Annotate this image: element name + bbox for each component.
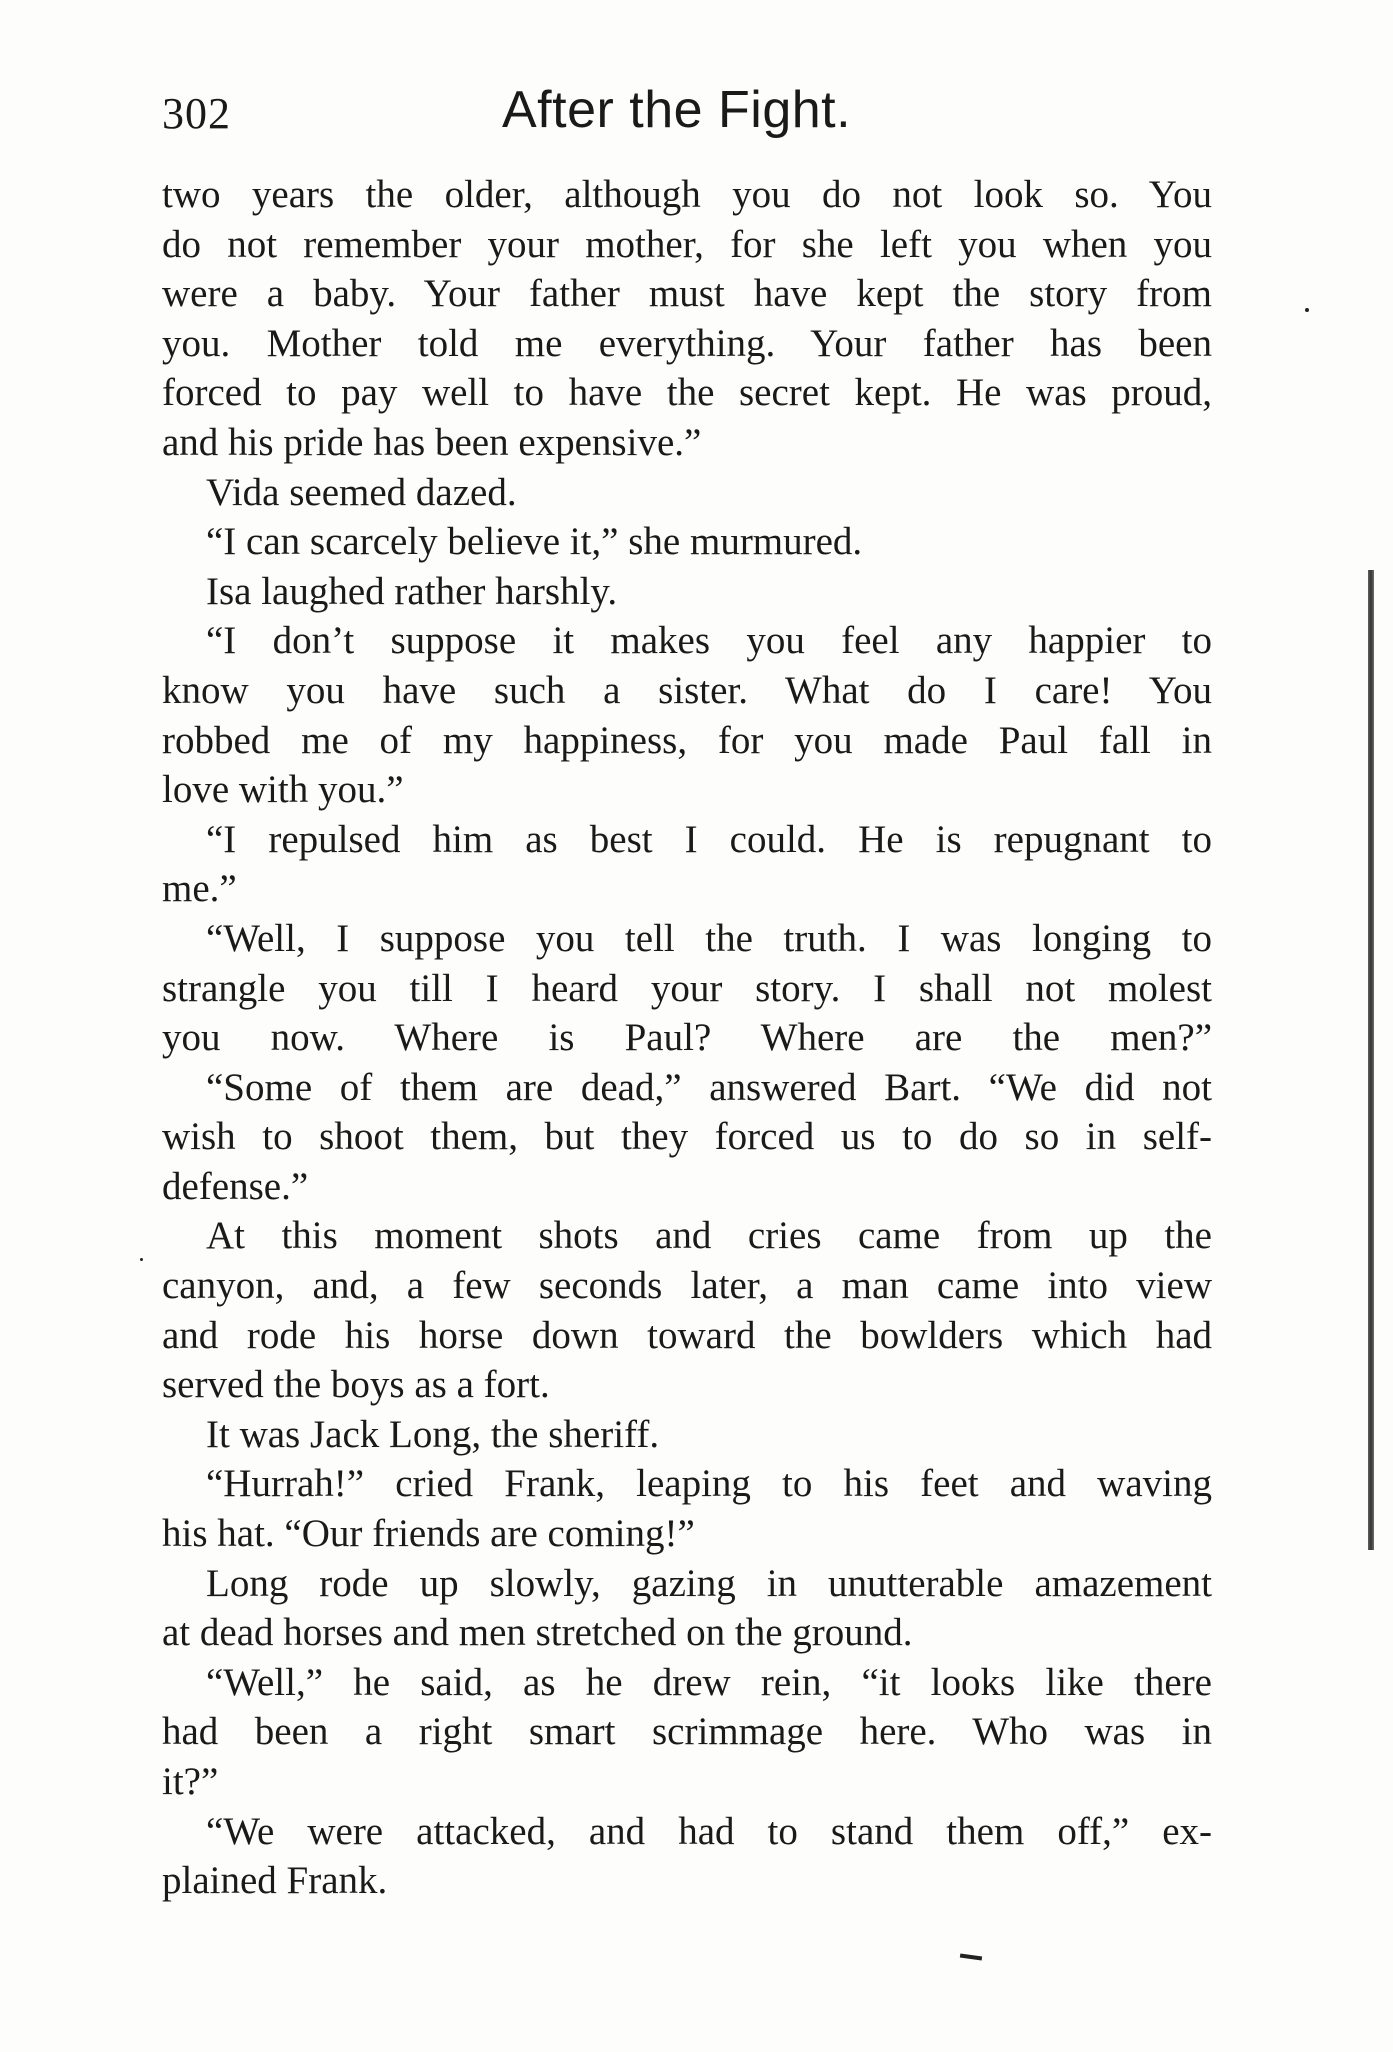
- text-line: served the boys as a fort.: [162, 1363, 550, 1407]
- paper-speck: [140, 1258, 143, 1261]
- running-head: After the Fight.: [502, 81, 852, 139]
- text-line: “Well,” he said, as he drew rein, “it looks like there: [206, 1660, 1212, 1704]
- text-line: you now. Where is Paul? Where are the men?”: [162, 1016, 1212, 1060]
- page-header: [162, 80, 1212, 150]
- text-line: “We were attacked, and had to stand them off,” ex-: [206, 1809, 1212, 1853]
- text-line: “I don’t suppose it makes you feel any happier to: [206, 619, 1212, 663]
- text-line: had been a right smart scrimmage here. Who was in: [162, 1710, 1212, 1754]
- binding-edge-shadow: [1368, 570, 1374, 1550]
- text-line: Long rode up slowly, gazing in unutterable amazement: [206, 1561, 1212, 1605]
- text-line: love with you.”: [162, 768, 404, 812]
- text-line: wish to shoot them, but they forced us to do so in self-: [162, 1115, 1212, 1159]
- text-line: forced to pay well to have the secret kept. He was proud,: [162, 371, 1212, 415]
- text-line: at dead horses and men stretched on the ground.: [162, 1611, 913, 1655]
- text-line: robbed me of my happiness, for you made Paul fall in: [162, 718, 1212, 762]
- page-number: 302: [162, 89, 231, 138]
- text-line: you. Mother told me everything. Your father has been: [162, 321, 1212, 365]
- body-text: [162, 170, 1212, 1906]
- text-line: and rode his horse down toward the bowlders which had: [162, 1313, 1212, 1357]
- text-line: canyon, and, a few seconds later, a man came into view: [162, 1264, 1212, 1308]
- text-line: “Well, I suppose you tell the truth. I was longing to: [206, 916, 1212, 960]
- paper-speck: [1305, 308, 1309, 312]
- text-line: Vida seemed dazed.: [206, 470, 517, 514]
- text-line: “Some of them are dead,” answered Bart. “We did not: [206, 1065, 1212, 1109]
- text-line: two years the older, although you do not look so. You: [162, 173, 1212, 216]
- text-line: were a baby. Your father must have kept the story from: [162, 272, 1212, 316]
- text-line: strangle you till I heard your story. I shall not molest: [162, 966, 1212, 1010]
- text-line: At this moment shots and cries came from up the: [206, 1214, 1212, 1258]
- text-line: and his pride has been expensive.”: [162, 420, 702, 464]
- text-line: it?”: [162, 1760, 219, 1803]
- text-line: It was Jack Long, the sheriff.: [206, 1412, 660, 1456]
- text-line: defense.”: [162, 1164, 309, 1208]
- paper-mark: [960, 1953, 982, 1960]
- text-line: know you have such a sister. What do I care! You: [162, 668, 1212, 712]
- text-line: “I can scarcely believe it,” she murmured.: [206, 520, 863, 564]
- text-line: Isa laughed rather harshly.: [206, 569, 618, 613]
- text-line: “Hurrah!” cried Frank, leaping to his feet and waving: [206, 1462, 1212, 1506]
- text-line: me.”: [162, 867, 237, 911]
- text-line: “I repulsed him as best I could. He is repugnant to: [206, 817, 1212, 861]
- text-line: plained Frank.: [162, 1859, 388, 1903]
- text-line: do not remember your mother, for she left you when you: [162, 222, 1212, 266]
- text-line: his hat. “Our friends are coming!”: [162, 1512, 695, 1556]
